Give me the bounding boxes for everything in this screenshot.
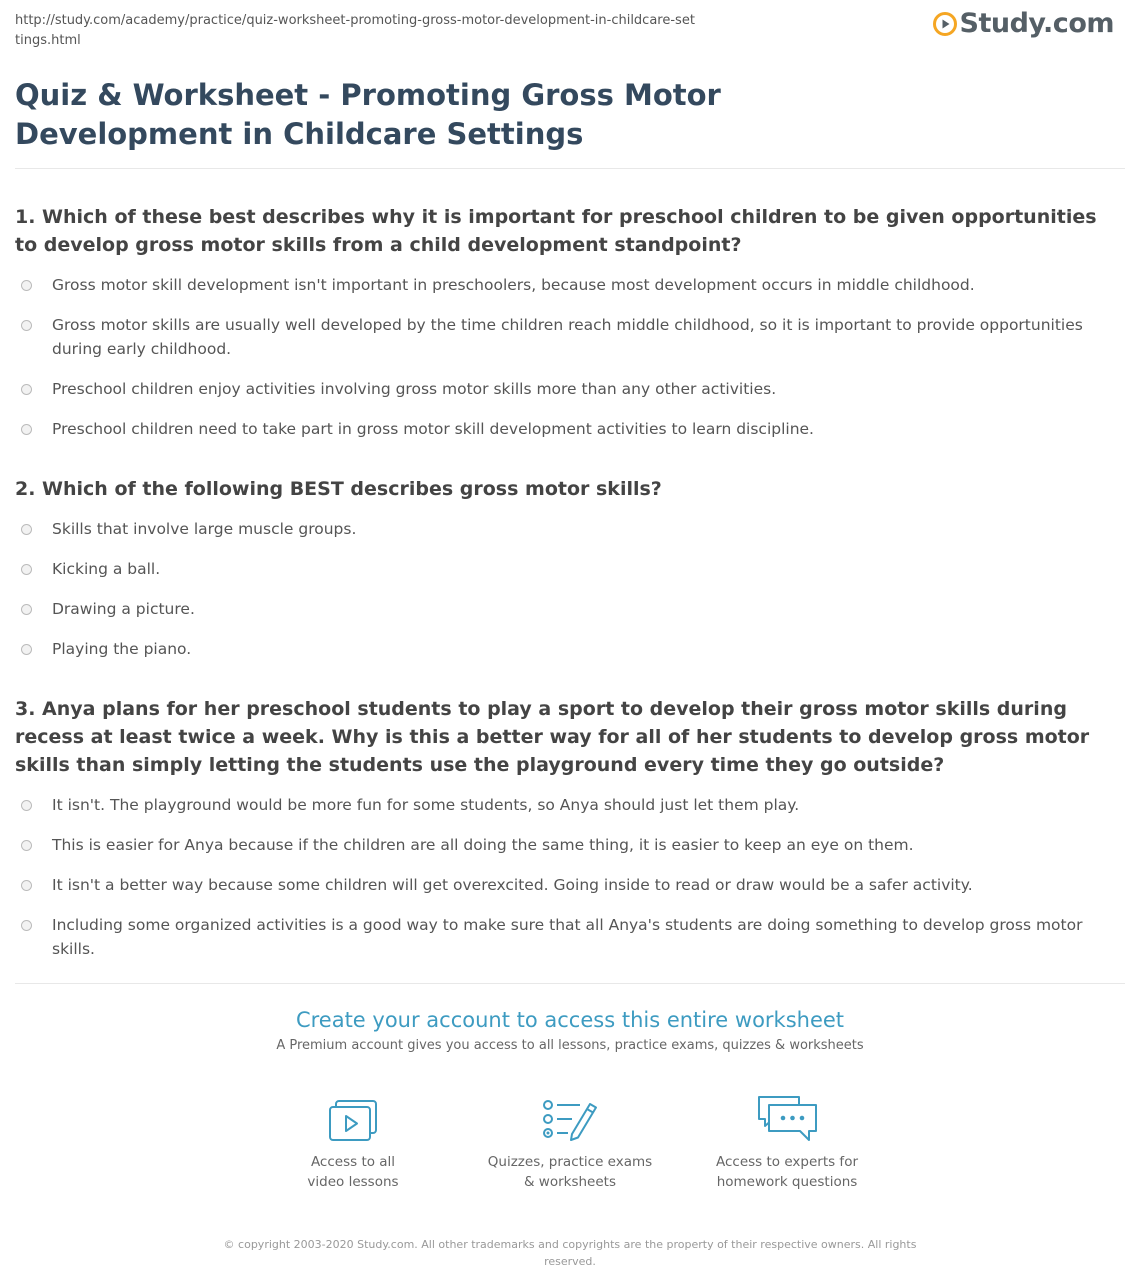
page-title xyxy=(15,76,1125,169)
feature-list xyxy=(0,1090,1140,1192)
radio-button-icon[interactable] xyxy=(21,644,32,655)
answer-label: This is easier for Anya because if the children are all doing the same thing, it is easier to keep an eye on them. xyxy=(52,836,914,854)
answer-label: Drawing a picture. xyxy=(52,600,195,618)
radio-button-icon[interactable] xyxy=(21,280,32,291)
answer-choice[interactable] xyxy=(15,313,1125,361)
answer-label: Gross motor skill development isn't important in preschoolers, because most development occurs in middle childhood. xyxy=(52,276,975,294)
question-3 xyxy=(15,695,1125,961)
answer-choice[interactable] xyxy=(15,873,1125,897)
feature-experts xyxy=(679,1090,896,1192)
page-header xyxy=(0,0,1140,56)
radio-button-icon[interactable] xyxy=(21,320,32,331)
question-text: 2. Which of the following BEST describes gross motor skills? xyxy=(15,478,662,500)
page-title-text: Quiz & Worksheet - Promoting Gross Motor Development in Childcare Settings xyxy=(15,78,721,151)
quiz-checklist-icon xyxy=(542,1098,598,1144)
answer-label: Skills that involve large muscle groups. xyxy=(52,520,357,538)
answer-choice[interactable] xyxy=(15,637,1125,661)
question-2 xyxy=(15,475,1125,661)
answer-label: Including some organized activities is a good way to make sure that all Anya's students are doing something to develop gross motor skills. xyxy=(52,916,1083,958)
question-text: 1. Which of these best describes why it is important for preschool children to be given opportunities to develop gross motor skills from a child development standpoint? xyxy=(15,206,1097,256)
answer-choice[interactable] xyxy=(15,557,1125,581)
question-1 xyxy=(15,203,1125,441)
page-url: http://study.com/academy/practice/quiz-worksheet-promoting-gross-motor-development-in-childcare-settings.html xyxy=(15,13,695,48)
cta-subtitle: A Premium account gives you access to all lessons, practice exams, quizzes & worksheets xyxy=(276,1038,864,1053)
feature-video-lessons xyxy=(245,1090,462,1192)
answer-choice[interactable] xyxy=(15,417,1125,441)
answer-choice[interactable] xyxy=(15,913,1125,961)
radio-button-icon[interactable] xyxy=(21,840,32,851)
section-divider xyxy=(15,983,1125,984)
answer-label: It isn't. The playground would be more fun for some students, so Anya should just let them play. xyxy=(52,796,800,814)
signup-cta xyxy=(0,1006,1140,1056)
feature-label: Access to all video lessons xyxy=(307,1154,399,1190)
video-lessons-icon xyxy=(327,1098,379,1144)
feature-label: Access to experts for homework questions xyxy=(715,1154,858,1190)
answer-label: It isn't a better way because some children will get overexcited. Going inside to read or draw would be a safer activity. xyxy=(52,876,973,894)
radio-button-icon[interactable] xyxy=(21,920,32,931)
radio-button-icon[interactable] xyxy=(21,604,32,615)
answer-label: Preschool children need to take part in gross motor skill development activities to learn discipline. xyxy=(52,420,814,438)
radio-button-icon[interactable] xyxy=(21,800,32,811)
answer-label: Preschool children enjoy activities involving gross motor skills more than any other activities. xyxy=(52,380,777,398)
answer-choice[interactable] xyxy=(15,377,1125,401)
play-circle-icon xyxy=(933,12,957,36)
answer-choice[interactable] xyxy=(15,273,1125,297)
feature-quizzes xyxy=(462,1090,679,1192)
answer-choice[interactable] xyxy=(15,597,1125,621)
answer-choice[interactable] xyxy=(15,793,1125,817)
answer-label: Kicking a ball. xyxy=(52,560,161,578)
logo-text: Study.com xyxy=(959,8,1114,39)
answer-label: Gross motor skills are usually well developed by the time children reach middle childhood, so it is important to provide opportunities during early childhood. xyxy=(52,316,1083,358)
answer-choice[interactable] xyxy=(15,833,1125,857)
answer-label: Playing the piano. xyxy=(52,640,192,658)
radio-button-icon[interactable] xyxy=(21,384,32,395)
radio-button-icon[interactable] xyxy=(21,424,32,435)
radio-button-icon[interactable] xyxy=(21,564,32,575)
radio-button-icon[interactable] xyxy=(21,524,32,535)
feature-label: Quizzes, practice exams & worksheets xyxy=(487,1154,653,1190)
study-logo[interactable] xyxy=(933,8,1114,39)
cta-title-link[interactable]: Create your account to access this entire worksheet xyxy=(295,1008,845,1032)
chat-bubbles-icon xyxy=(755,1094,819,1144)
radio-button-icon[interactable] xyxy=(21,880,32,891)
question-text: 3. Anya plans for her preschool students to play a sport to develop their gross motor skills during recess at least twice a week. Why is this a better way for all of her students to develop gross motor skills than simply letting the students use the playground every time they go outside? xyxy=(15,698,1090,776)
copyright-notice: © copyright 2003-2020 Study.com. All other trademarks and copyrights are the property of their respective owners. All rights reserved. xyxy=(223,1238,917,1268)
answer-choice[interactable] xyxy=(15,517,1125,541)
question-list xyxy=(0,203,1140,961)
